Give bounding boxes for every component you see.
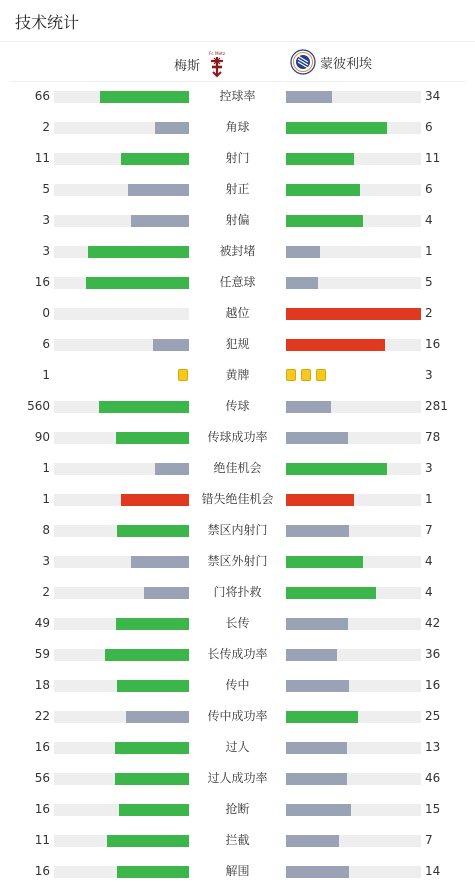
stat-row (0, 236, 475, 267)
home-bar-track (54, 308, 189, 320)
home-bar-track (54, 153, 189, 165)
stat-row (0, 732, 475, 763)
away-bar-track (286, 556, 421, 568)
away-bar-track (286, 835, 421, 847)
stat-row (0, 81, 475, 112)
away-bar-track (286, 91, 421, 103)
home-bar-track (54, 494, 189, 506)
away-bar-fill (286, 122, 387, 134)
home-bar-fill (126, 711, 189, 723)
away-bar-fill (286, 463, 387, 475)
away-value: 5 (425, 275, 433, 289)
away-bar-track (286, 308, 421, 320)
away-value: 4 (425, 213, 433, 227)
home-bar-fill (121, 494, 189, 506)
away-bar-track (286, 618, 421, 630)
home-value: 16 (34, 275, 50, 289)
away-value: 2 (425, 306, 433, 320)
home-bar-fill (105, 649, 189, 661)
stat-row (0, 391, 475, 422)
stat-label: 传中 (225, 678, 250, 692)
home-value: 3 (42, 213, 50, 227)
away-value: 3 (425, 461, 433, 475)
away-value: 281 (425, 399, 448, 413)
yellow-card-icon (316, 369, 326, 381)
home-value: 3 (42, 554, 50, 568)
away-bar-fill (286, 215, 363, 227)
away-value: 42 (425, 616, 441, 630)
stat-label: 射正 (225, 182, 250, 196)
home-bar-track (54, 215, 189, 227)
svg-text:Fc Metz: Fc Metz (208, 51, 226, 56)
away-bar-track (286, 494, 421, 506)
stat-row (0, 329, 475, 360)
away-team-name: 蒙彼利埃 (320, 56, 373, 72)
away-bar-fill (286, 804, 351, 816)
away-bar-fill (286, 401, 331, 413)
montpellier-logo-icon (290, 49, 316, 75)
away-value: 16 (425, 337, 441, 351)
home-value: 59 (34, 647, 50, 661)
home-value: 11 (34, 833, 50, 847)
away-bar-track (286, 587, 421, 599)
away-bar-fill (286, 711, 358, 723)
away-bar-track (286, 184, 421, 196)
home-value: 18 (34, 678, 50, 692)
stat-row (0, 298, 475, 329)
away-bar-track (286, 742, 421, 754)
home-bar-fill (153, 339, 189, 351)
stat-row (0, 546, 475, 577)
home-bar-track (54, 525, 189, 537)
metz-logo-icon (206, 50, 228, 78)
title-bar (0, 0, 475, 42)
away-bar-fill (286, 246, 320, 258)
away-bar-fill (286, 308, 421, 320)
stat-label: 禁区外射门 (207, 554, 268, 568)
home-bar-track (54, 91, 189, 103)
stat-row (0, 267, 475, 298)
home-value: 90 (34, 430, 50, 444)
home-bar-track (54, 680, 189, 692)
stat-label: 过人 (225, 740, 250, 754)
home-bar-track (54, 246, 189, 258)
stat-row (0, 763, 475, 794)
home-value: 6 (42, 337, 50, 351)
home-bar-fill (88, 246, 189, 258)
away-bar-fill (286, 556, 363, 568)
home-bar-fill (107, 835, 189, 847)
home-value: 1 (42, 368, 50, 382)
yellow-card-icon (301, 369, 311, 381)
away-value: 3 (425, 368, 433, 382)
home-bar-fill (100, 91, 189, 103)
home-bar-fill (117, 680, 189, 692)
home-bar-fill (115, 773, 189, 785)
home-bar-fill (155, 463, 189, 475)
home-bar-track (54, 711, 189, 723)
away-bar-fill (286, 277, 318, 289)
stat-row (0, 701, 475, 732)
stat-row (0, 515, 475, 546)
away-value: 36 (425, 647, 441, 661)
home-value: 8 (42, 523, 50, 537)
away-bar-fill (286, 432, 348, 444)
stat-row (0, 856, 475, 887)
home-value: 16 (34, 864, 50, 878)
stat-label: 黄牌 (225, 368, 250, 382)
home-value: 49 (34, 616, 50, 630)
yellow-card-icon (178, 369, 188, 381)
home-bar-fill (116, 432, 189, 444)
team-header (10, 42, 465, 82)
away-value: 14 (425, 864, 441, 878)
home-value: 22 (34, 709, 50, 723)
home-value: 3 (42, 244, 50, 258)
stat-label: 错失绝佳机会 (201, 492, 274, 506)
home-bar-track (54, 773, 189, 785)
home-bar-track (54, 556, 189, 568)
stat-label: 传球成功率 (207, 430, 268, 444)
away-value: 4 (425, 554, 433, 568)
home-bar-fill (131, 556, 189, 568)
home-value: 560 (27, 399, 50, 413)
home-bar-fill (99, 401, 189, 413)
away-team[interactable] (290, 49, 372, 75)
away-bar-track (286, 432, 421, 444)
home-bar-fill (117, 866, 189, 878)
away-value: 6 (425, 182, 433, 196)
stat-label: 传中成功率 (207, 709, 268, 723)
away-bar-fill (286, 153, 354, 165)
stat-label: 拦截 (225, 833, 250, 847)
away-value: 13 (425, 740, 441, 754)
home-bar-track (54, 618, 189, 630)
away-bar-fill (286, 494, 354, 506)
away-bar-track (286, 277, 421, 289)
away-value: 34 (425, 89, 441, 103)
away-value: 6 (425, 120, 433, 134)
away-bar-fill (286, 587, 376, 599)
home-bar-fill (155, 122, 189, 134)
stat-label: 角球 (225, 120, 250, 134)
stat-label: 禁区内射门 (207, 523, 268, 537)
away-bar-track (286, 866, 421, 878)
away-bar-fill (286, 649, 337, 661)
home-value: 5 (42, 182, 50, 196)
stat-label: 长传 (225, 616, 250, 630)
home-bar-track (54, 866, 189, 878)
stat-label: 被封堵 (219, 244, 256, 258)
home-bar-track (54, 463, 189, 475)
home-bar-fill (117, 525, 189, 537)
away-value: 25 (425, 709, 441, 723)
home-value: 1 (42, 461, 50, 475)
home-bar-fill (131, 215, 189, 227)
stat-label: 犯规 (225, 337, 250, 351)
home-team[interactable] (174, 50, 228, 78)
away-bar-fill (286, 91, 332, 103)
away-bar-track (286, 401, 421, 413)
home-bar-track (54, 432, 189, 444)
away-bar-fill (286, 680, 349, 692)
stat-label: 传球 (225, 399, 250, 413)
away-value: 16 (425, 678, 441, 692)
away-bar-track (286, 153, 421, 165)
away-bar-track (286, 773, 421, 785)
away-bar-fill (286, 339, 385, 351)
away-bar-track (286, 215, 421, 227)
stat-row (0, 360, 475, 391)
stat-row (0, 639, 475, 670)
stat-row (0, 174, 475, 205)
stat-row (0, 825, 475, 856)
away-value: 4 (425, 585, 433, 599)
away-value: 1 (425, 244, 433, 258)
stat-row (0, 112, 475, 143)
away-bar-fill (286, 866, 349, 878)
home-bar-track (54, 742, 189, 754)
away-bar-track (286, 649, 421, 661)
away-bar-track (286, 122, 421, 134)
home-value: 2 (42, 585, 50, 599)
away-bar-track (286, 804, 421, 816)
stat-label: 射偏 (225, 213, 250, 227)
home-bar-fill (144, 587, 189, 599)
stat-label: 射门 (225, 151, 250, 165)
home-value: 1 (42, 492, 50, 506)
away-bar-track (286, 246, 421, 258)
home-value: 16 (34, 740, 50, 754)
home-bar-track (54, 339, 189, 351)
stat-label: 越位 (225, 306, 250, 320)
away-bar-track (286, 680, 421, 692)
home-bar-track (54, 122, 189, 134)
home-bar-fill (116, 618, 189, 630)
away-value: 46 (425, 771, 441, 785)
stat-label: 绝佳机会 (213, 461, 262, 475)
stat-label: 解围 (225, 864, 250, 878)
stat-row (0, 453, 475, 484)
away-value: 1 (425, 492, 433, 506)
stat-label: 过人成功率 (207, 771, 268, 785)
home-team-name: 梅斯 (173, 58, 200, 74)
away-bar-track (286, 711, 421, 723)
home-bar-fill (121, 153, 189, 165)
away-bar-fill (286, 835, 339, 847)
home-bar-fill (115, 742, 189, 754)
home-bar-track (54, 587, 189, 599)
away-value: 11 (425, 151, 441, 165)
away-bar-fill (286, 525, 349, 537)
home-bar-track (54, 649, 189, 661)
stat-row (0, 143, 475, 174)
stat-row (0, 608, 475, 639)
page-title: 技术统计 (15, 13, 80, 32)
away-bar-fill (286, 618, 348, 630)
stat-label: 任意球 (219, 275, 256, 289)
stat-row (0, 422, 475, 453)
home-value: 66 (34, 89, 50, 103)
home-bar-fill (128, 184, 189, 196)
away-value: 15 (425, 802, 441, 816)
away-bar-track (286, 525, 421, 537)
away-value: 7 (425, 523, 433, 537)
away-bar-fill (286, 742, 347, 754)
home-value: 16 (34, 802, 50, 816)
yellow-card-icon (286, 369, 296, 381)
stat-row (0, 484, 475, 515)
away-bar-fill (286, 773, 347, 785)
home-bar-track (54, 277, 189, 289)
stat-label: 抢断 (225, 802, 250, 816)
away-value: 78 (425, 430, 441, 444)
away-value: 7 (425, 833, 433, 847)
stat-row (0, 794, 475, 825)
stat-label: 长传成功率 (207, 647, 268, 661)
home-bar-track (54, 184, 189, 196)
home-bar-track (54, 804, 189, 816)
home-bar-track (54, 401, 189, 413)
home-value: 56 (34, 771, 50, 785)
away-bar-track (286, 463, 421, 475)
home-bar-fill (119, 804, 189, 816)
home-bar-fill (86, 277, 189, 289)
away-bar-fill (286, 184, 360, 196)
home-bar-track (54, 835, 189, 847)
stat-row (0, 577, 475, 608)
home-value: 0 (42, 306, 50, 320)
away-bar-track (286, 339, 421, 351)
stat-label: 控球率 (219, 89, 256, 103)
stat-row (0, 670, 475, 701)
stat-row (0, 205, 475, 236)
stat-label: 门将扑救 (213, 585, 262, 599)
home-value: 2 (42, 120, 50, 134)
home-value: 11 (34, 151, 50, 165)
